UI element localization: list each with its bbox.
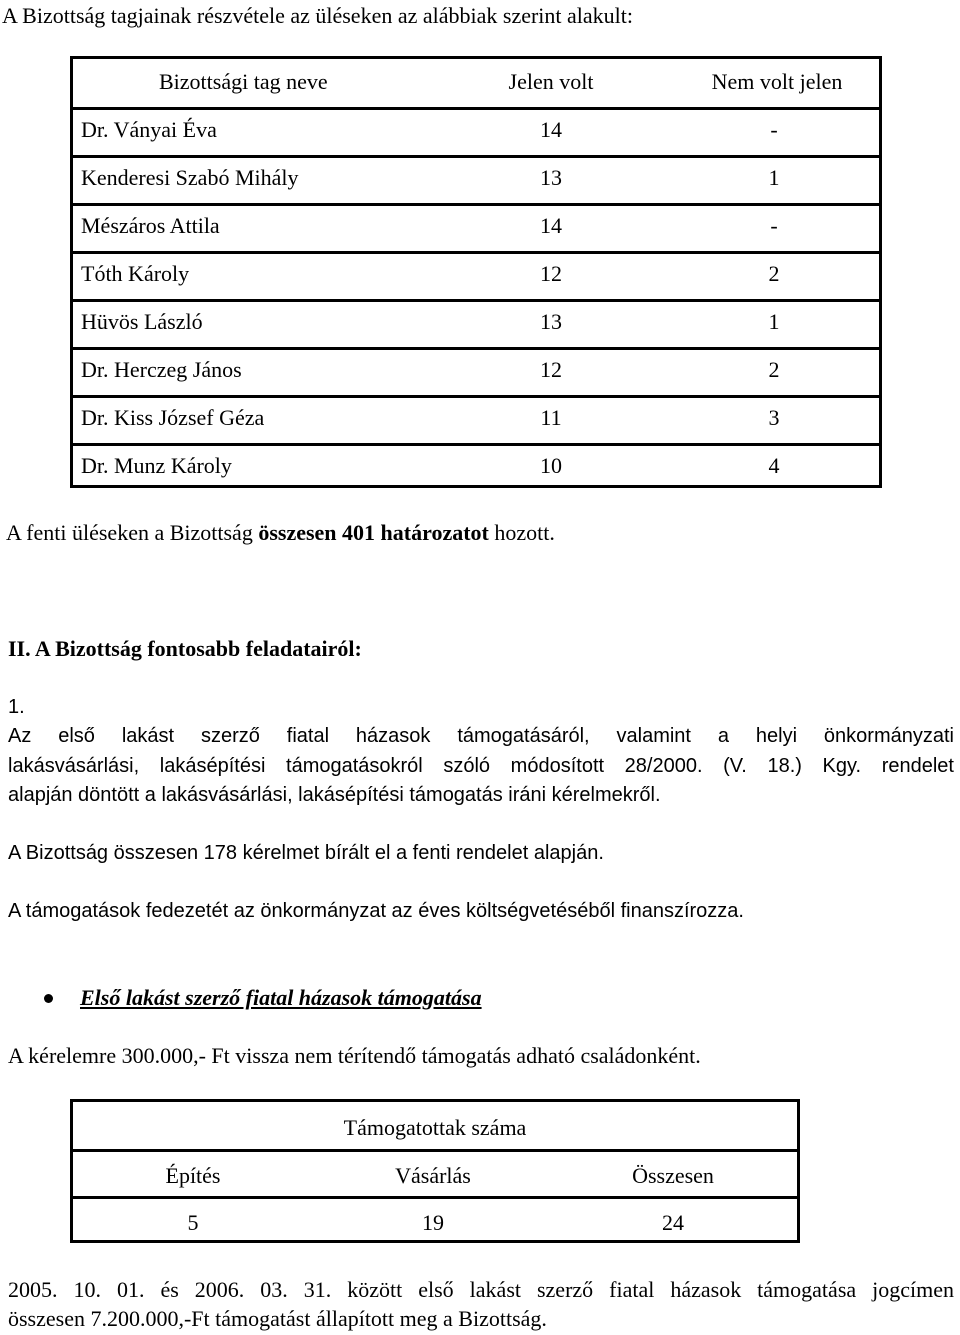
intro-text: A Bizottság tagjainak részvétele az üléseken az alábbiak szerint alakult: [2, 3, 634, 28]
value-purchase: 19 [422, 1210, 444, 1235]
present-count: 12 [540, 357, 562, 382]
header-absent: Nem volt jelen [711, 69, 843, 94]
attendance-header-row [73, 59, 879, 110]
table-row [73, 347, 879, 398]
table-divider [73, 1196, 797, 1199]
bullet-title: Első lakást szerző fiatal házasok támogatása [80, 985, 482, 1010]
present-count: 10 [540, 453, 562, 478]
header-purchase: Vásárlás [395, 1163, 471, 1188]
present-count: 11 [540, 405, 562, 430]
member-name: Kenderesi Szabó Mihály [81, 165, 299, 190]
member-name: Dr. Munz Károly [81, 453, 232, 478]
item-number: 1. [8, 696, 25, 718]
item-line-3: alapján döntött a lakásvásárlási, lakásépítési támogatás iráni kérelmekről. [8, 784, 661, 806]
table-row [73, 251, 879, 302]
summary-line-2: összesen 7.200.000,-Ft támogatást állapított meg a Bizottság. [8, 1306, 547, 1331]
supported-table-title: Támogatottak száma [343, 1115, 527, 1140]
decisions-bold: összesen 401 határozatot [258, 520, 489, 545]
table-row [73, 203, 879, 254]
member-name: Dr. Ványai Éva [81, 117, 217, 142]
decisions-text [6, 522, 555, 544]
applications-text: A Bizottság összesen 178 kérelmet bírált el a fenti rendelet alapján. [8, 842, 604, 864]
absent-count: 1 [768, 309, 780, 334]
member-name: Mészáros Attila [81, 213, 220, 238]
absent-count: 4 [768, 453, 780, 478]
absent-count: - [770, 117, 778, 142]
present-count: 14 [540, 213, 562, 238]
attendance-table [70, 56, 882, 488]
present-count: 13 [540, 165, 562, 190]
absent-count: 3 [768, 405, 780, 430]
present-count: 12 [540, 261, 562, 286]
table-row [73, 395, 879, 446]
absent-count: 1 [768, 165, 780, 190]
decisions-before: A fenti üléseken a Bizottság [6, 520, 259, 545]
absent-count: - [770, 213, 778, 238]
decisions-after: hozott. [488, 520, 555, 545]
supported-table [70, 1099, 800, 1243]
item-line-1: Az első lakást szerző fiatal házasok támogatásáról, valamint a helyi önkormányzati [8, 725, 954, 747]
grant-line: A kérelemre 300.000,- Ft vissza nem térítendő támogatás adható családonként. [8, 1043, 701, 1068]
value-construction: 5 [187, 1210, 199, 1235]
header-member-name: Bizottsági tag neve [159, 69, 328, 94]
header-construction: Építés [165, 1163, 221, 1188]
member-name: Tóth Károly [81, 261, 190, 286]
member-name: Dr. Kiss József Géza [81, 405, 265, 430]
bullet-icon [44, 994, 53, 1003]
present-count: 13 [540, 309, 562, 334]
member-name: Dr. Herczeg János [81, 357, 242, 382]
section-heading: II. A Bizottság fontosabb feladatairól: [8, 636, 362, 661]
value-total: 24 [662, 1210, 684, 1235]
funding-text: A támogatások fedezetét az önkormányzat az éves költségvetéséből finanszírozza. [8, 900, 744, 922]
header-total: Összesen [632, 1163, 714, 1188]
header-present: Jelen volt [508, 69, 594, 94]
absent-count: 2 [768, 357, 780, 382]
table-row [73, 155, 879, 206]
summary-line-1: 2005. 10. 01. és 2006. 03. 31. között első lakást szerző fiatal házasok támogatása jogcímen [8, 1277, 954, 1302]
absent-count: 2 [768, 261, 780, 286]
table-row [73, 443, 879, 491]
table-divider [73, 1149, 797, 1152]
item-line-2: lakásvásárlási, lakásépítési támogatásokról szóló módosított 28/2000. (V. 18.) Kgy. rendelet [8, 755, 954, 777]
table-row [73, 107, 879, 158]
table-row [73, 299, 879, 350]
present-count: 14 [540, 117, 562, 142]
member-name: Hüvös László [81, 309, 203, 334]
